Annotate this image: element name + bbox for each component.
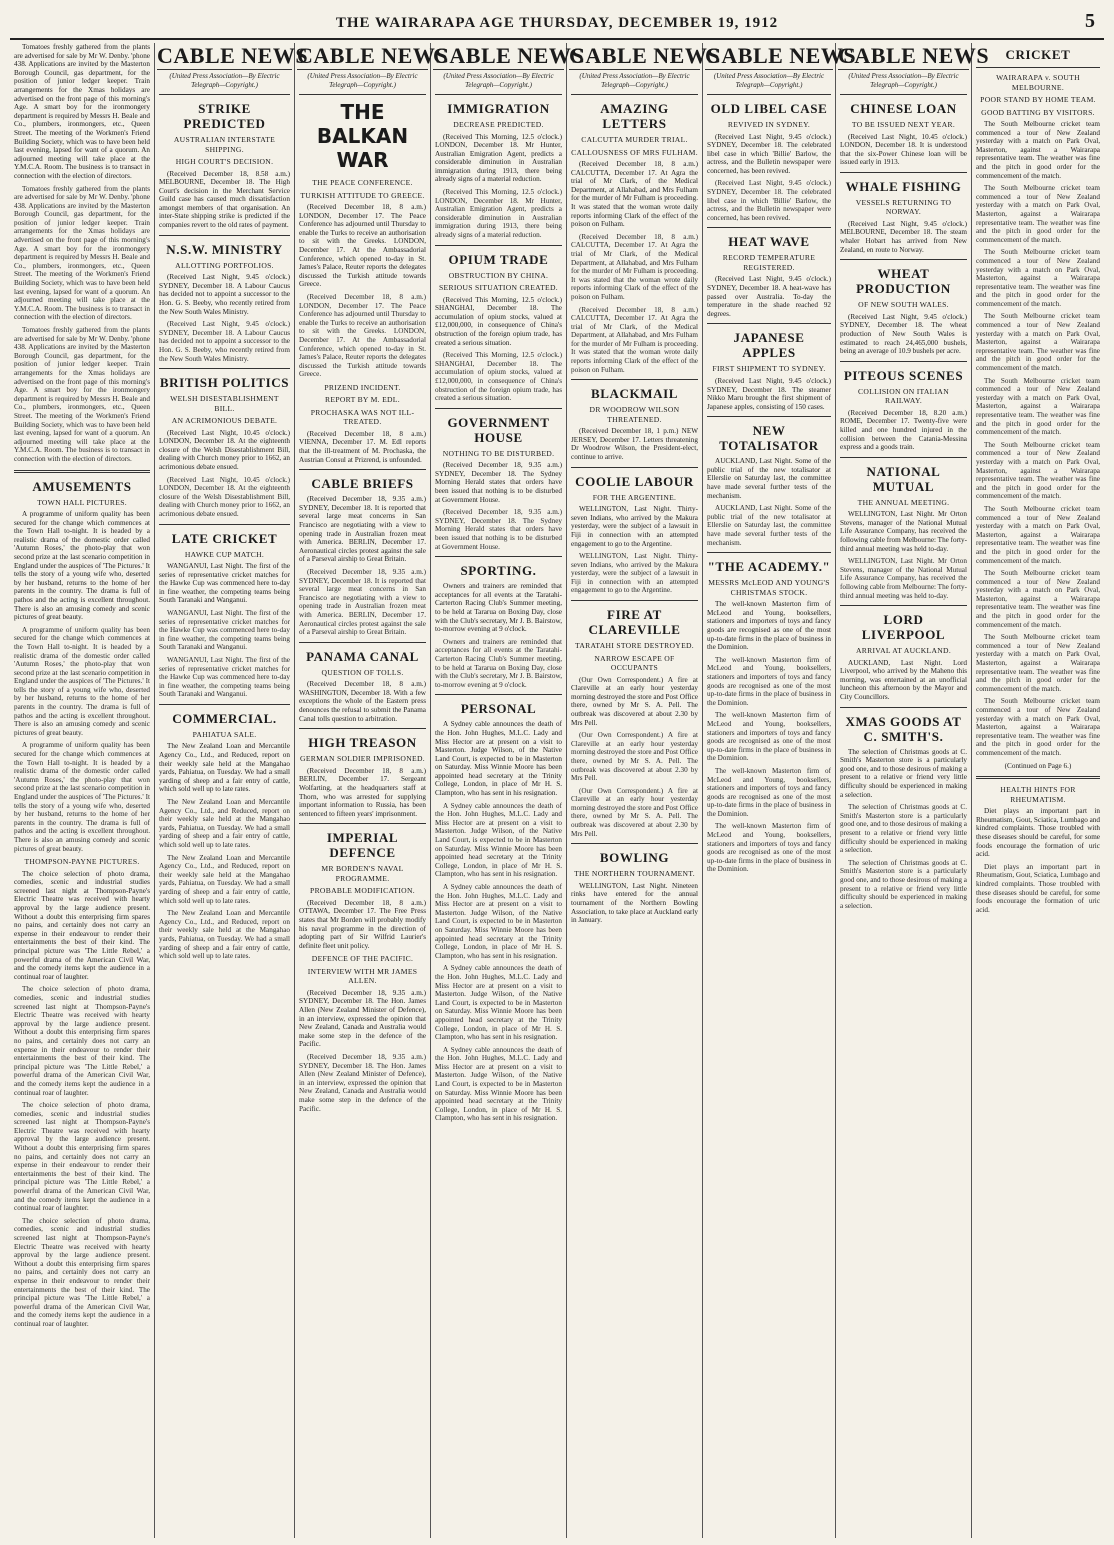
commercial-text-cont2: The New Zealand Loan and Mercantile Agency Co., Ltd., and Reduced, report on their weekly sale held at the Mangahao yards, Pahiatua, on Tuesday. We had a small yarding of sheep and a fair entry of cattle, which sold well up to late rates.: [159, 853, 290, 905]
strike-text: (Received December 18, 8.58 a.m.) MELBOURNE, December 18. The High Court's decision in the Merchant Service Guild case has caused much dissatisfaction amongst members of that organisation. An inter-State shipping strike is predicted if the companies revert to the old rates of payment.: [159, 169, 290, 230]
prizend-subheading: REPORT BY M. EDL.: [325, 395, 400, 405]
town-hall-text-cont2: A programme of uniform quality has been secured for the change which commences at the Town Hall to-night. It is headed by a realistic drama of the domestic order called 'Autumn Roses,' the photo-play that won second prize at the last scenario competition in England under the auspices of 'The Pictures.' It tells the story of a young wife who, deserted by her husband, returns to the home of her parents in the country. The drama is full of pathos and the acting is excellent throughout. There is also an amusing comedy and scenic pictures of great beauty.: [14, 741, 150, 853]
cable-briefs-heading: CABLE BRIEFS: [311, 476, 414, 492]
national-mutual-heading: NATIONAL MUTUAL: [866, 463, 941, 494]
credit-line: (United Press Association—By Electric Telegraph—Copyright.): [848, 72, 959, 89]
academy-text: The well-known Masterton firm of McLeod and Young, booksellers, stationers and importers of toys and fancy goods are recognised as one of the most up-to-date firms in the place of business in the Dominion.: [707, 600, 831, 652]
thompson-heading: THOMPSON-PAYNE PICTURES.: [24, 857, 140, 867]
divider: [571, 843, 698, 844]
divider: [299, 469, 426, 470]
personal-text-cont3: A Sydney cable announces the death of the Hon. John Hughes, M.L.C. Lady and Miss Hector are at present on a visit to Masterton. Judge Wilson, of the Native Land Court, is expected to be in Masterton on Saturday. Miss Winnie Moore has been appointed head secretary at the Trinity College, London, in place of Mr H. S. Clampton, who has sent in his resignation.: [435, 964, 562, 1042]
divider: [299, 728, 426, 729]
thompson-text-cont: The choice selection of photo drama, comedies, scenic and industrial studies screened last night at Thompson-Payne's Electric Theatre was received with hearty approval by the large audience present. Without a doubt this enterprising firm spares no pains, and certainly does not carry an expense in their endeavour to render their entertainments the best of their kind. The principal picture was 'The Little Rebel,' a powerful drama of the American Civil War, and the comedy items kept the audience in a continual roar of laughter.: [14, 985, 150, 1097]
cricket-heading: CRICKET: [1005, 47, 1071, 62]
old-libel-text-cont: (Received Last Night, 9.45 o'clock.) SYDNEY, December 18. The celebrated libel case in which 'Billie' Barlow, the actress, and the Bulletin newspaper were concerned, has been revived.: [707, 179, 831, 222]
japanese-apples-subheading: FIRST SHIPMENT TO SYDNEY.: [712, 364, 826, 374]
cricket-text-cont6: The South Melbourne cricket team commenced a tour of New Zealand yesterday with a match on Park Oval, Masterton, against a Wairarapa representative team. The weather was fine and the pitch in good order for the commencement of the match.: [976, 504, 1100, 565]
divider: [435, 94, 562, 95]
fire-subheading-2: NARROW ESCAPE OF OCCUPANTS: [594, 653, 675, 673]
lord-liverpool-text: AUCKLAND, Last Night. Lord Liverpool, who arrived by the Maheno this morning, was entertained at an unofficial luncheon this afternoon by the Mayor and City Councillors.: [840, 658, 967, 701]
divider: [707, 94, 831, 95]
heat-wave-text: (Received Last Night, 9.45 o'clock.) SYDNEY, December 18. A heat-wave has passed over Australia. To-day the temperature in the shade reached 92 degrees.: [707, 275, 831, 318]
strike-subheading: AUSTRALIAN INTERSTATE SHIPPING.: [173, 135, 276, 154]
divider: [159, 524, 290, 525]
divider: [435, 245, 562, 246]
divider: [840, 361, 967, 362]
column-cable-news-6: [836, 43, 990, 1538]
town-hall-heading: TOWN HALL PICTURES.: [37, 497, 127, 507]
academy-text-cont4: The well-known Masterton firm of McLeod and Young, booksellers, stationers and importers of toys and fancy goods are recognised as one of the most up-to-date firms in the place of business in the Dominion.: [707, 822, 831, 874]
wheat-production-text: (Received Last Night, 9.45 o'clock.) SYDNEY, December 18. The wheat production of New South Wales is estimated to reach 24,465,000 bushels, being an average of 10.9 bushels per acre.: [840, 312, 967, 356]
bowling-heading: BOWLING: [599, 850, 670, 866]
old-libel-subheading: REVIVED IN SYDNEY.: [727, 120, 811, 129]
column-cable-news-4: [567, 43, 721, 1538]
immigration-heading: IMMIGRATION: [447, 101, 550, 116]
cable-news-header: CABLE NEWS: [569, 43, 721, 68]
fire-subheading: TARATAHI STORE DESTROYED.: [575, 641, 694, 651]
chinese-loan-subheading: TO BE ISSUED NEXT YEAR.: [851, 120, 956, 129]
academy-text-cont2: The well-known Masterton firm of McLeod and Young, booksellers, stationers and importers of toys and fancy goods are recognised as one of the most up-to-date firms in the place of business in the Dominion.: [707, 711, 831, 763]
prizend-subheading-2: PROCHASKA WAS NOT ILL-TREATED.: [310, 407, 415, 427]
government-house-text: (Received December 18, 9.35 a.m.) SYDNEY, December 18. The Sydney Morning Herald states that orders have been issued that nothing is to be disturbed at Government House.: [435, 461, 562, 504]
cable-news-header: CABLE NEWS: [433, 43, 585, 68]
cable-news-header: CABLE NEWS: [705, 43, 857, 68]
panama-text: (Received December 18, 8 a.m.) WASHINGTON, December 18. With a few exceptions the whole of the Eastern press denounces the refusal to submit the Panama Canal tolls question to arbitration.: [299, 680, 426, 723]
blackmail-heading: BLACKMAIL: [590, 386, 679, 402]
sporting-text-cont: Owners and trainers are reminded that acceptances for all events at the Taratahi-Carterton Racing Club's Summer meeting, to be held at Tararua on Boxing Day, close with the Club's secretary, Mr J. B. Bairstow, to-morrow evening at 9 o'clock.: [435, 637, 562, 689]
amazing-letters-text: (Received December 18, 8 a.m.) CALCUTTA, December 17. At Agra the trial of Mr Clark, of the Medical Department, at Allahabad, and Mrs Fulham for the murder of Mr Fulham is proceeding. It was stated that the woman wrote daily reports informing Clark of the effect of the poison on Fulham.: [571, 160, 698, 229]
heat-wave-subheading: RECORD TEMPERATURE REGISTERED.: [722, 253, 816, 272]
commercial-subheading: PAHIATUA SALE.: [192, 729, 257, 739]
divider: [840, 172, 967, 173]
new-totalisator-text-cont: AUCKLAND, Last Night. Some of the public trial of the new totalisator at Ellerslie on Saturday last, the committee have made several further tests of the mechanism.: [707, 504, 831, 547]
pacific-heading: DEFENCE OF THE PACIFIC.: [311, 954, 414, 964]
british-text-cont: (Received Last Night, 10.45 o'clock.) LONDON, December 18. At the eighteenth closure of the Welsh Disestablishment Bill, dealing with Church money prior to 1662, an acrimonious debate ensued.: [159, 475, 290, 518]
pacific-subheading: INTERVIEW WITH MR JAMES ALLEN.: [307, 966, 418, 986]
commercial-text-cont: The New Zealand Loan and Mercantile Agency Co., Ltd., and Reduced, report on their weekly sale held at the Mangahao yards, Pahiatua, on Tuesday. We had a small yarding of sheep and a fair entry of cattle, which sold well up to late rates.: [159, 798, 290, 849]
british-text: (Received Last Night, 10.45 o'clock.) LONDON, December 18. At the eighteenth closure of the Welsh Disestablishment Bill, dealing with Church money prior to 1662, an acrimonious debate ensued.: [159, 428, 290, 471]
personal-text-cont4: A Sydney cable announces the death of the Hon. John Hughes, M.L.C. Lady and Miss Hector are at present on a visit to Masterton. Judge Wilson, of the Native Land Court, is expected to be in Masterton on Saturday. Miss Winnie Moore has been appointed head secretary at the Trinity College, London, in place of Mr H. S. Clampton, who has sent in his resignation.: [435, 1045, 562, 1123]
cable-news-header: CABLE NEWS: [838, 43, 990, 68]
divider: [571, 379, 698, 380]
academy-heading: "THE ACADEMY.": [707, 559, 831, 575]
nsw-text: (Received Last Night, 9.45 o'clock.) SYDNEY, December 18. A Labour Caucus has decided not to appoint a successor to the Hon. G. S. Beeby, who recently retired from the New South Wales Ministry.: [159, 273, 290, 316]
strike-heading: STRIKE PREDICTED: [183, 101, 266, 131]
cable-news-header: CABLE NEWS: [297, 43, 449, 68]
cricket-text-cont2: The South Melbourne cricket team commenced a tour of New Zealand yesterday with a match on Park Oval, Masterton, against a Wairarapa representative team. The weather was fine and the pitch in good order for the commencement of the match.: [976, 248, 1100, 308]
amazing-letters-subheading: CALCUTTA MURDER TRIAL.: [581, 135, 688, 144]
cricket-text-cont4: The South Melbourne cricket team commenced a tour of New Zealand yesterday with a match on Park Oval, Masterton, against a Wairarapa representative team. The weather was fine and the pitch in good order for the commencement of the match.: [976, 376, 1100, 437]
cable-news-header: CABLE NEWS: [157, 43, 309, 68]
fire-text: (Our Own Correspondent.) A fire at Clareville at an early hour yesterday morning destroyed the store and Post Office there, owned by Mr S. A. Pell. The outbreak was discovered at about 2.30 by Mrs Pell.: [571, 675, 698, 727]
balkan-text-cont: (Received December 18, 8 a.m.) LONDON, December 17. The Peace Conference has adjourned until Thursday to enable the Turks to receive an authorisation to sit with the Greeks. LONDON, December 17. At the Ambassadorial Conference, which opened to-day in St. James's Palace, Reuter reports the delegates discussed the Turkish attitude towards Greece.: [299, 292, 426, 379]
health-hints-heading: HEALTH HINTS FOR RHEUMATISM.: [1000, 785, 1076, 804]
sporting-heading: SPORTING.: [460, 563, 537, 579]
late-cricket-heading: LATE CRICKET: [171, 530, 278, 546]
divider: [707, 416, 831, 417]
divider: [840, 94, 967, 95]
prizend-heading: PRIZEND INCIDENT.: [324, 382, 401, 392]
strike-subheading-2: HIGH COURT'S DECISION.: [175, 157, 274, 166]
xmas-goods-heading: XMAS GOODS AT C. SMITH'S.: [845, 713, 962, 744]
old-libel-text: (Received Last Night, 9.45 o'clock.) SYDNEY, December 18. The celebrated libel case in which 'Billie' Barlow, the actress, and the Bulletin newspaper were concerned, has been revived.: [707, 132, 831, 175]
piteous-scenes-text: (Received December 18, 8.20 a.m.) ROME, December 17. Twenty-five were killed and one hundred injured in the collision between the Catania-Messina express and a goods train.: [840, 408, 967, 452]
divider: [571, 94, 698, 95]
fire-heading: FIRE AT CLAREVILLE: [588, 607, 681, 638]
panama-heading: PANAMA CANAL: [306, 648, 419, 664]
wheat-production-heading: WHEAT PRODUCTION: [856, 266, 951, 297]
column-local-news: [10, 43, 155, 1538]
cricket-subheading-3: GOOD BATTING BY VISITORS.: [981, 107, 1095, 117]
continued-note: (Continued on Page 6.): [1004, 761, 1072, 770]
balkan-text: (Received December 18, 8 a.m.) LONDON, December 17. The Peace Conference has adjourned until Thursday to enable the Turks to receive an authorisation to sit with the Greeks. LONDON, December 17. At the Ambassadorial Conference, which opened to-day in St. James's Palace, Reuter reports the delegates discussed the Turkish attitude towards Greece.: [299, 203, 426, 289]
government-house-subheading: NOTHING TO BE DISTURBED.: [442, 448, 555, 458]
balkan-subheading-2: TURKISH ATTITUDE TO GREECE.: [300, 190, 425, 200]
heat-wave-heading: HEAT WAVE: [728, 234, 810, 250]
divider: [571, 467, 698, 468]
column-cable-news-5: [703, 43, 857, 1538]
pacific-text-cont: (Received December 18, 9.35 a.m.) SYDNEY, December 18. The Hon. James Allen (New Zealand Minister of Defence), in an interview, expressed the opinion that New Zealand, Canada and Australia would make some step in the defence of the Pacific.: [299, 1053, 426, 1113]
cricket-text-cont7: The South Melbourne cricket team commenced a tour of New Zealand yesterday with a match on Park Oval, Masterton, against a Wairarapa representative team. The weather was fine and the pitch in good order for the commencement of the match.: [976, 569, 1100, 629]
new-totalisator-text: AUCKLAND, Last Night. Some of the public trial of the new totalisator at Ellerslie on Saturday last, the committee have made several further tests of the mechanism.: [707, 457, 831, 500]
opium-heading: OPIUM TRADE: [448, 251, 549, 267]
wheat-production-subheading: OF NEW SOUTH WALES.: [858, 300, 949, 310]
high-treason-heading: HIGH TREASON: [308, 735, 417, 751]
nsw-subheading: ALLOTTING PORTFOLIOS.: [175, 260, 274, 270]
divider: [840, 707, 967, 708]
pacific-text: (Received December 18, 9.35 a.m.) SYDNEY, December 18. The Hon. James Allen (New Zealand Minister of Defence), in an interview, expressed the opinion that New Zealand, Canada and Australia would make some step in the defence of the Pacific.: [299, 988, 426, 1049]
column-cable-news-2: [295, 43, 449, 1538]
personal-text: A Sydney cable announces the death of the Hon. John Hughes, M.L.C. Lady and Miss Hector are at present on a visit to Masterton. Judge Wilson, of the Native Land Court, is expected to be in Masterton on Saturday. Miss Winnie Moore has been appointed head secretary at the Trinity College, London, in place of Mr H. S. Clampton, who has sent in his resignation.: [435, 720, 562, 798]
credit-line: (United Press Association—By Electric Telegraph—Copyright.): [713, 72, 825, 89]
divider: [840, 605, 967, 606]
town-hall-text-cont: A programme of uniform quality has been secured for the change which commences at the Town Hall to-night. It is headed by a realistic drama of the domestic order called 'Autumn Roses,' the photo-play that won second prize at the last scenario competition in England under the auspices of 'The Pictures.' It tells the story of a young wife who, deserted by her husband, returns to the home of her parents in the country. The drama is full of pathos and the acting is excellent throughout. There is also an amusing comedy and scenic pictures of great beauty.: [14, 625, 150, 737]
blackmail-subheading: DR WOODROW WILSON THREATENED.: [589, 405, 680, 424]
divider: [707, 552, 831, 553]
imperial-defence-heading: IMPERIAL DEFENCE: [326, 830, 399, 861]
health-hints-text-cont: Diet plays an important part in Rheumatism, Gout, Sciatica, Lumbago and kindred complaints. Those troubled with these diseases should be careful, for some foods encourage the formation of uric acid.: [976, 862, 1100, 914]
masthead-title: THE WAIRARAPA AGE THURSDAY, DECEMBER 19, 1912: [335, 14, 779, 31]
coolie-labour-heading: COOLIE LABOUR: [575, 473, 694, 489]
prizend-text: (Received December 18, 8 a.m.) VIENNA, December 17. M. Edl reports that the ill-treatment of M. Prochaska, the Austrian Consul at Prizrend, is unfounded.: [299, 429, 426, 464]
opium-subheading: OBSTRUCTION BY CHINA.: [448, 270, 549, 280]
commercial-text: The New Zealand Loan and Mercantile Agency Co., Ltd., and Reduced, report on their weekly sale held at the Mangahao yards, Pahiatua, on Tuesday. We had a small yarding of sheep and a fair entry of cattle, which sold well up to late rates.: [159, 742, 290, 794]
divider: [299, 823, 426, 824]
coolie-labour-subheading: FOR THE ARGENTINE.: [592, 492, 677, 502]
cricket-text-cont9: The South Melbourne cricket team commenced a tour of New Zealand yesterday with a match on Park Oval, Masterton, against a Wairarapa representative team. The weather was fine and the pitch in good order for the commencement of the match.: [976, 697, 1100, 757]
fire-text-cont2: (Our Own Correspondent.) A fire at Clareville at an early hour yesterday morning destroyed the store and Post Office there, owned by Mr S. A. Pell. The outbreak was discovered at about 2.30 by Mrs Pell.: [571, 786, 698, 838]
divider: [976, 67, 1100, 68]
personal-heading: PERSONAL: [460, 701, 537, 717]
cricket-text-cont3: The South Melbourne cricket team commenced a tour of New Zealand yesterday with a match on Park Oval, Masterton, against a Wairarapa representative team. The weather was fine and the pitch in good order for the commencement of the match.: [976, 312, 1100, 373]
thompson-text-cont3: The choice selection of photo drama, comedies, scenic and industrial studies screened last night at Thompson-Payne's Electric Theatre was received with hearty approval by the large audience present. Without a doubt this enterprising firm spares no pains, and certainly does not carry an expense in their endeavour to render their entertainments the best of their kind. The principal picture was 'The Little Rebel,' a powerful drama of the American Civil War, and the comedy items kept the audience in a continual roar of laughter.: [14, 1216, 150, 1328]
cable-briefs-text-cont: (Received December 18, 9.35 a.m.) SYDNEY, December 18. It is reported that several large meat concerns in San Francisco are negotiating with a view to opening trade in Australian frozen meat with America. BERLIN, December 17. Aeronautical circles protest against the sale of a Parseval airship to Great Britain.: [299, 568, 426, 637]
imperial-defence-subheading: MR BORDEN'S NAVAL PROGRAMME.: [321, 864, 404, 883]
nsw-text-cont: (Received Last Night, 9.45 o'clock.) SYDNEY, December 18. A Labour Caucus has decided not to appoint a successor to the Hon. G. S. Beeby, who recently retired from the New South Wales Ministry.: [159, 320, 290, 363]
divider: [707, 227, 831, 228]
whale-fishing-text: (Received Last Night, 9.45 o'clock.) MELBOURNE, December 18. The steam whaler Hobart has arrived from New Zealand, en route to Norway.: [840, 219, 967, 254]
personal-text-cont: A Sydney cable announces the death of the Hon. John Hughes, M.L.C. Lady and Miss Hector are at present on a visit to Masterton. Judge Wilson, of the Native Land Court, is expected to be in Masterton on Saturday. Miss Winnie Moore has been appointed head secretary at the Trinity College, London, in place of Mr H. S. Clampton, who has sent in his resignation.: [435, 801, 562, 879]
piteous-scenes-heading: PITEOUS SCENES: [843, 367, 964, 383]
japanese-apples-heading: JAPANESE APPLES: [733, 330, 805, 361]
commercial-text-cont3: The New Zealand Loan and Mercantile Agency Co., Ltd., and Reduced, report on their weekly sale held at the Mangahao yards, Pahiatua, on Tuesday. We had a small yarding of sheep and a fair entry of cattle, which sold well up to late rates.: [159, 909, 290, 961]
cricket-text: The South Melbourne cricket team commenced a tour of New Zealand yesterday with a match on Park Oval, Masterton, against a Wairarapa representative team. The weather was fine and the pitch in good order for the commencement of the match.: [976, 120, 1100, 180]
lord-liverpool-subheading: ARRIVAL AT AUCKLAND.: [855, 646, 952, 656]
credit-line: (United Press Association—By Electric Telegraph—Copyright.): [169, 72, 280, 89]
thompson-text: The choice selection of photo drama, comedies, scenic and industrial studies screened last night at Thompson-Payne's Electric Theatre was received with hearty approval by the large audience present. Without a doubt this enterprising firm spares no pains, and certainly does not carry an expense in their endeavour to render their entertainments the best of their kind. The principal picture was 'The Little Rebel,' a powerful drama of the American Civil War, and the comedy items kept the audience in a continual roar of laughter.: [14, 869, 150, 981]
british-heading: BRITISH POLITICS: [159, 375, 290, 391]
cricket-subheading-2: POOR STAND BY HOME TEAM.: [980, 95, 1096, 104]
xmas-goods-text-cont: The selection of Christmas goods at C. Smith's Masterton store is a particularly good one, and to those desirous of making a present to a relative or friend very little difficulty should be experienced in making a selection.: [840, 803, 967, 855]
credit-line: (United Press Association—By Electric Telegraph—Copyright.): [579, 72, 690, 89]
chinese-loan-heading: CHINESE LOAN: [850, 101, 957, 116]
immigration-subheading: DECREASE PREDICTED.: [453, 120, 544, 129]
column-cable-news-1: [155, 43, 309, 1538]
national-mutual-text-cont: WELLINGTON, Last Night. Mr Orton Stevens, manager of the National Mutual Life Assurance Company, has received the following cable from Melbourne: The forty-third annual meeting was held to-day.: [840, 557, 968, 600]
local-paragraphs-cont2: Tomatoes freshly gathered from the plants are advertised for sale by Mr W. Denby. 'phone 438. Applications are invited by the Masterton Borough Council, gas department, for the position of junior ledger keeper. Train arrangements for the Xmas holidays are advertised on the front page of this morning's Age. A smart boy for the ironmongery department is required by Messrs H. Beale and Co., plumbers, ironmongers, etc., Queen Street. The meeting of the Workmen's Friend Building Society, which was to have been held last evening, lapsed for want of a quorum. An adjourned meeting will take place at the Y.M.C.A. Room. The business is to transact in connection with the election of directors.: [14, 326, 150, 463]
balkan-war-heading: THE BALKAN WAR: [316, 100, 409, 172]
thompson-text-cont2: The choice selection of photo drama, comedies, scenic and industrial studies screened last night at Thompson-Payne's Electric Theatre was received with hearty approval by the large audience present. Without a doubt this enterprising firm spares no pains, and certainly does not carry an expense in their endeavour to render their entertainments the best of their kind. The principal picture was 'The Little Rebel,' a powerful drama of the American Civil War, and the comedy items kept the audience in a continual roar of laughter.: [14, 1101, 150, 1213]
xmas-goods-text-cont2: The selection of Christmas goods at C. Smith's Masterton store is a particularly good one, and to those desirous of making a present to a relative or friend very little difficulty should be experienced in making a selection.: [840, 858, 967, 910]
imperial-defence-subheading-2: PROBABLE MODIFICATION.: [310, 886, 415, 896]
late-cricket-subheading: HAWKE CUP MATCH.: [184, 549, 265, 559]
divider: [159, 704, 290, 705]
amazing-letters-text-cont2: (Received December 18, 8 a.m.) CALCUTTA, December 17. At Agra the trial of Mr Clark, of the Medical Department, at Allahabad, and Mrs Fulham for the murder of Mr Fulham is proceeding. It was stated that the woman wrote daily reports informing Clark of the effect of the poison on Fulham.: [571, 305, 698, 374]
cricket-subheading: WAIRARAPA v. SOUTH MELBOURNE.: [996, 73, 1080, 92]
xmas-goods-text: The selection of Christmas goods at C. Smith's Masterton store is a particularly good one, and to those desirous of making a present to a relative or friend very little difficulty should be experienced in making a selection.: [840, 747, 967, 799]
new-totalisator-heading: NEW TOTALISATOR: [719, 423, 819, 454]
local-paragraphs-cont: Tomatoes freshly gathered from the plants are advertised for sale by Mr W. Denby. 'phone 438. Applications are invited by the Masterton Borough Council, gas department, for the position of junior ledger keeper. Train arrangements for the Xmas holidays are advertised on the front page of this morning's Age. A smart boy for the ironmongery department is required by Messrs H. Beale and Co., plumbers, ironmongers, etc., Queen Street. The meeting of the Workmen's Friend Building Society, which was to have been held last evening, lapsed for want of a quorum. An adjourned meeting will take place at the Y.M.C.A. Room. The business is to transact in connection with the election of directors.: [14, 184, 150, 322]
column-cable-news-6-and-cricket: [836, 43, 1104, 1538]
opium-text-cont: (Received This Morning, 12.5 o'clock.) SHANGHAI, December 18. The accumulation of opium stocks, valued at £12,000,000, in consequence of China's obstruction of the foreign opium trade, has created a serious situation.: [435, 351, 562, 403]
health-hints-text: Diet plays an important part in Rheumatism, Gout, Sciatica, Lumbago and kindred complaints. Those troubled with these diseases should be careful, for some foods encourage the formation of uric acid.: [976, 807, 1100, 859]
chinese-loan-text: (Received Last Night, 10.45 o'clock.) LONDON, December 18. It is understood that the six-Power Chinese loan will be issued early in 1913.: [840, 132, 967, 167]
town-hall-text: A programme of uniform quality has been secured for the change which commences at the Town Hall to-night. It is headed by a realistic drama of the domestic order called 'Autumn Roses,' the photo-play that won second prize at the last scenario competition in England under the auspices of 'The Pictures.' It tells the story of a young wife who, deserted by her husband, returns to the home of her parents in the country. The drama is full of pathos and the acting is excellent throughout. There is also an amusing comedy and scenic pictures of great beauty.: [14, 510, 150, 622]
opium-text: (Received This Morning, 12.5 o'clock.) SHANGHAI, December 18. The accumulation of opium stocks, valued at £12,000,000, in consequence of China's obstruction of the foreign opium trade, has created a serious situation.: [435, 295, 562, 347]
japanese-apples-text: (Received Last Night, 9.45 o'clock.) SYDNEY, December 18. The steamer Nikko Maru brought the first shipment of Japanese apples, consisting of 150 cases.: [707, 376, 831, 411]
nsw-heading: N.S.W. MINISTRY: [166, 241, 283, 257]
late-cricket-text-cont: WANGANUI, Last Night. The first of the series of representative cricket matches for the Hawke Cup was commenced here to-day in fine weather, the competing teams being South Taranaki and Wanganui.: [159, 609, 290, 652]
credit-line: (United Press Association—By Electric Telegraph—Copyright.): [443, 72, 554, 89]
coolie-labour-text-cont: WELLINGTON, Last Night. Thirty-seven Indians, who arrived by the Makura yesterday, were the subject of a lawsuit in Fiji in connection with an attempted engagement to go to the Argentine.: [571, 552, 698, 595]
commercial-heading: COMMERCIAL.: [172, 710, 277, 726]
high-treason-text: (Received December 18, 8 a.m.) BERLIN, December 17. Sergeant Wolfarting, at the headquarters staff at Thorn, who was arrested for supplying important information to Russia, has been sentenced to fifteen years' imprisonment.: [299, 766, 426, 818]
divider: [840, 457, 967, 458]
immigration-text-cont: (Received This Morning, 12.5 o'clock.) LONDON, December 18. Mr Hunter, Australian Emigration Agent, predicts a considerable diminution in Australian immigration during 1913, there being already signs of a material reduction.: [435, 188, 562, 240]
coolie-labour-text: WELLINGTON, Last Night. Thirty-seven Indians, who arrived by the Makura yesterday, were the subject of a lawsuit in Fiji in connection with an attempted engagement to go to the Argentine.: [571, 505, 698, 548]
british-subheading-2: AN ACRIMONIOUS DEBATE.: [171, 416, 278, 426]
divider: [159, 368, 290, 369]
column-cable-news-3: [431, 43, 585, 1538]
government-house-heading: GOVERNMENT HOUSE: [447, 414, 550, 445]
cable-briefs-text: (Received December 18, 9.35 a.m.) SYDNEY, December 18. It is reported that several large meat concerns in San Francisco are negotiating with a view to opening trade in Australian frozen meat with America. BERLIN, December 17. Aeronautical circles protest against the sale of a Parseval airship to Great Britain.: [299, 495, 426, 564]
national-mutual-subheading: THE ANNUAL MEETING.: [857, 497, 950, 507]
divider: [976, 776, 1100, 779]
balkan-subheading: THE PEACE CONFERENCE.: [312, 178, 413, 187]
old-libel-heading: OLD LIBEL CASE: [710, 101, 828, 116]
divider: [299, 642, 426, 643]
divider: [840, 259, 967, 260]
late-cricket-text: WANGANUI, Last Night. The first of the series of representative cricket matches for the Hawke Cup was commenced here to-day in fine weather, the competing teams being South Taranaki and Wanganui.: [159, 562, 290, 605]
credit-line: (United Press Association—By Electric Telegraph—Copyright.): [307, 72, 418, 89]
amazing-letters-text-cont: (Received December 18, 8 a.m.) CALCUTTA, December 17. At Agra the trial of Mr Clark, of the Medical Department, at Allahabad, and Mrs Fulham for the murder of Mr Fulham is proceeding. It was stated that the woman wrote daily reports informing Clark of the effect of the poison on Fulham.: [571, 232, 698, 301]
academy-subheading: MESSRS McLEOD AND YOUNG'S CHRISTMAS STOCK.: [708, 578, 830, 597]
divider: [159, 235, 290, 236]
opium-subheading-2: SERIOUS SITUATION CREATED.: [439, 283, 558, 293]
national-mutual-text: WELLINGTON, Last Night. Mr Orton Stevens, manager of the National Mutual Life Assurance Company, has received the following cable from Melbourne: The forty-third annual meeting was held to-day.: [840, 510, 968, 553]
lord-liverpool-heading: LORD LIVERPOOL: [861, 612, 946, 643]
columns: [10, 43, 1104, 1538]
high-treason-subheading: GERMAN SOLDIER IMPRISONED.: [300, 754, 425, 764]
imperial-defence-text: (Received December 18, 8 a.m.) OTTAWA, December 17. The Free Press states that Mr Borden will probably modify his naval programme in the direction of adopting part of Sir Wilfrid Laurier's definite fleet unit policy.: [299, 898, 426, 950]
masthead: [10, 8, 1104, 40]
whale-fishing-subheading: VESSELS RETURNING TO NORWAY.: [855, 197, 952, 217]
divider: [707, 323, 831, 324]
cricket-text-cont8: The South Melbourne cricket team commenced a tour of New Zealand yesterday with a match on Park Oval, Masterton, against a Wairarapa representative team. The weather was fine and the pitch in good order for the commencement of the match.: [976, 633, 1100, 693]
divider: [299, 94, 426, 95]
fire-text-cont: (Our Own Correspondent.) A fire at Clareville at an early hour yesterday morning destroyed the store and Post Office there, owned by Mr S. A. Pell. The outbreak was discovered at about 2.30 by Mrs Pell.: [571, 731, 698, 783]
local-paragraphs: Tomatoes freshly gathered from the plants are advertised for sale by Mr W. Denby. 'phone 438. Applications are invited by the Masterton Borough Council, gas department, for the position of junior ledger keeper. Train arrangements for the Xmas holidays are advertised on the front page of this morning's Age. A smart boy for the ironmongery department is required by Messrs H. Beale and Co., plumbers, ironmongers, etc., Queen Street. The meeting of the Workmen's Friend Building Society, which was to have been held last evening, lapsed for want of a quorum. An adjourned meeting will take place at the Y.M.C.A. Room. The business is to transact in connection with the election of directors.: [14, 43, 150, 180]
panama-subheading: QUESTION OF TOLLS.: [321, 667, 404, 677]
divider: [435, 694, 562, 695]
academy-text-cont: The well-known Masterton firm of McLeod and Young, booksellers, stationers and importers of toys and fancy goods are recognised as one of the most up-to-date firms in the place of business in the Dominion.: [707, 655, 831, 707]
divider: [435, 408, 562, 409]
divider: [159, 94, 290, 95]
divider: [14, 470, 150, 473]
bowling-text: WELLINGTON, Last Night. Nineteen rinks have entered for the annual tournament of the Northern Bowling Association, to take place at Auckland early in January.: [571, 881, 698, 925]
late-cricket-text-cont2: WANGANUI, Last Night. The first of the series of representative cricket matches for the Hawke Cup was commenced here to-day in fine weather, the competing teams being South Taranaki and Wanganui.: [159, 655, 290, 699]
academy-text-cont3: The well-known Masterton firm of McLeod and Young, booksellers, stationers and importers of toys and fancy goods are recognised as one of the most up-to-date firms in the place of business in the Dominion.: [707, 766, 831, 818]
cricket-text-cont: The South Melbourne cricket team commenced a tour of New Zealand yesterday with a match on Park Oval, Masterton, against a Wairarapa representative team. The weather was fine and the pitch in good order for the commencement of the match.: [976, 184, 1100, 244]
sporting-text: Owners and trainers are reminded that acceptances for all events at the Taratahi-Carterton Racing Club's Summer meeting, to be held at Tararua on Boxing Day, close with the Club's secretary, Mr J. B. Bairstow, to-morrow evening at 9 o'clock.: [435, 582, 562, 634]
amusements-heading: AMUSEMENTS: [32, 478, 132, 494]
divider: [571, 600, 698, 601]
blackmail-text: (Received December 18, 1 p.m.) NEW JERSEY, December 17. Letters threatening Dr Woodrow Wilson, the President-elect, continue to arrive.: [571, 427, 698, 462]
piteous-scenes-subheading: COLLISION ON ITALIAN RAILWAY.: [857, 386, 950, 406]
cricket-text-cont5: The South Melbourne cricket team commenced a tour of New Zealand yesterday with a match on Park Oval, Masterton, against a Wairarapa representative team. The weather was fine and the pitch in good order for the commencement of the match.: [976, 440, 1100, 501]
british-subheading: WELSH DISESTABLISHMENT BILL.: [170, 394, 279, 413]
page-number: 5: [1085, 10, 1096, 32]
divider: [435, 556, 562, 557]
column-cricket: [972, 43, 1104, 1538]
government-house-text-cont: (Received December 18, 9.35 a.m.) SYDNEY, December 18. The Sydney Morning Herald states that orders have been issued that nothing is to be disturbed at Government House.: [435, 508, 562, 551]
amazing-letters-heading: AMAZING LETTERS: [600, 101, 669, 131]
bowling-subheading: THE NORTHERN TOURNAMENT.: [574, 869, 695, 879]
whale-fishing-heading: WHALE FISHING: [845, 178, 962, 194]
immigration-text: (Received This Morning, 12.5 o'clock.) LONDON, December 18. Mr Hunter, Australian Emigration Agent, predicts a considerable diminution in Australian immigration during 1913, there being already signs of a material reduction.: [435, 132, 562, 184]
amazing-letters-subheading-2: CALLOUSNESS OF MRS FULHAM.: [571, 147, 698, 157]
personal-text-cont2: A Sydney cable announces the death of the Hon. John Hughes, M.L.C. Lady and Miss Hector are at present on a visit to Masterton. Judge Wilson, of the Native Land Court, is expected to be in Masterton on Saturday. Miss Winnie Moore has been appointed head secretary at the Trinity College, London, in place of Mr H. S. Clampton, who has sent in his resignation.: [435, 883, 562, 960]
